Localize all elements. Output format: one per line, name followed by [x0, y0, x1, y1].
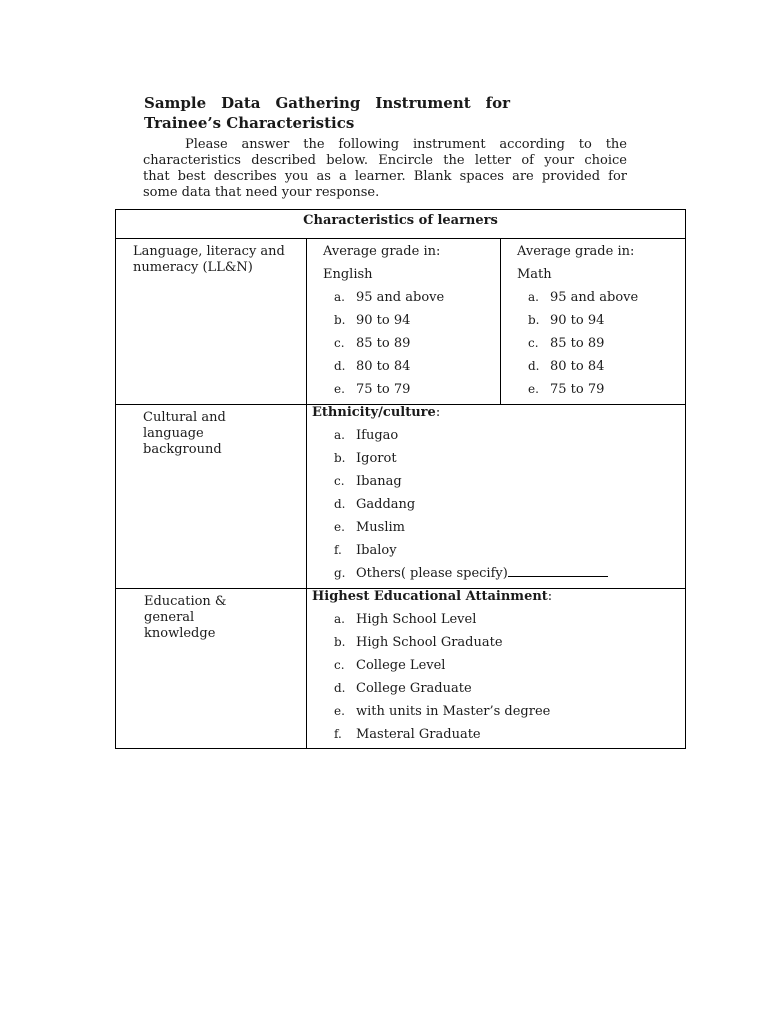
option-letter: a.	[528, 290, 539, 304]
instructions-paragraph	[143, 137, 627, 201]
row3-label	[144, 594, 304, 642]
math-subject: Math	[517, 267, 552, 282]
option-letter: d.	[528, 359, 540, 373]
option-text: Others( please specify)	[356, 566, 508, 581]
option-letter: b.	[334, 313, 346, 327]
option-text: Muslim	[356, 520, 405, 535]
option-letter: b.	[334, 451, 346, 465]
ethnicity-heading	[312, 405, 440, 421]
table-header: Characteristics of learners	[303, 213, 498, 228]
option-text: Masteral Graduate	[356, 727, 481, 742]
row3-label-line-2: general	[144, 610, 195, 625]
row1-label-line-1: Language, literacy and	[133, 244, 285, 259]
row1-label	[133, 244, 305, 276]
option-text: Igorot	[356, 451, 397, 466]
option-text: College Level	[356, 658, 446, 673]
option-letter: c.	[528, 336, 539, 350]
option-letter: d.	[334, 681, 346, 695]
option-text: 95 and above	[356, 290, 445, 305]
option-letter: f.	[334, 727, 342, 741]
specify-blank-field[interactable]	[508, 562, 608, 577]
grade-column-divider	[500, 238, 501, 404]
instructions-line-4: some data that need your response.	[143, 185, 380, 200]
characteristics-table	[115, 209, 686, 749]
row2-label-line-1: Cultural and	[143, 410, 226, 425]
ethnicity-heading-colon: :	[435, 405, 441, 420]
option-text: Gaddang	[356, 497, 416, 512]
row2-label-line-3: background	[143, 442, 222, 457]
instructions-line-3: that best describes you as a learner. Blank spaces are provided for	[143, 169, 627, 184]
option-text: 80 to 84	[550, 359, 605, 374]
education-heading-colon: :	[547, 589, 553, 604]
option-letter: c.	[334, 658, 345, 672]
option-letter: e.	[334, 382, 345, 396]
option-letter: e.	[528, 382, 539, 396]
instructions-line-1: Please answer the following instrument according to the	[185, 137, 627, 152]
option-letter: d.	[334, 359, 346, 373]
english-heading: Average grade in:	[323, 244, 441, 259]
option-text: 75 to 79	[550, 382, 605, 397]
option-text: High School Graduate	[356, 635, 503, 650]
option-letter: a.	[334, 428, 345, 442]
option-letter: c.	[334, 336, 345, 350]
option-letter: b.	[334, 635, 346, 649]
option-letter: d.	[334, 497, 346, 511]
row3-label-line-3: knowledge	[144, 626, 216, 641]
education-heading	[312, 589, 552, 605]
option-letter: e.	[334, 520, 345, 534]
education-heading-text: Highest Educational Attainment	[312, 589, 548, 604]
option-text: Ifugao	[356, 428, 399, 443]
option-letter: a.	[334, 612, 345, 626]
option-text: 85 to 89	[356, 336, 411, 351]
option-text: 75 to 79	[356, 382, 411, 397]
title-line-1: Sample Data Gathering Instrument for	[144, 94, 510, 112]
header-divider	[116, 238, 685, 239]
option-letter: a.	[334, 290, 345, 304]
document-title	[144, 93, 510, 133]
option-text: Ibaloy	[356, 543, 397, 558]
row1-label-line-2: numeracy (LL&N)	[133, 260, 253, 275]
option-letter: e.	[334, 704, 345, 718]
option-letter: c.	[334, 474, 345, 488]
title-line-2: Trainee’s Characteristics	[144, 114, 355, 132]
row2-label	[143, 410, 303, 458]
english-subject: English	[323, 267, 373, 282]
option-text: 90 to 94	[550, 313, 605, 328]
option-text: College Graduate	[356, 681, 472, 696]
math-heading: Average grade in:	[517, 244, 635, 259]
option-letter: f.	[334, 543, 342, 557]
row3-label-line-1: Education &	[144, 594, 227, 609]
instructions-line-2: characteristics described below. Encircle the letter of your choice	[143, 153, 627, 168]
option-text: 90 to 94	[356, 313, 411, 328]
option-letter: b.	[528, 313, 540, 327]
option-text: 80 to 84	[356, 359, 411, 374]
option-letter: g.	[334, 566, 346, 580]
option-text: Ibanag	[356, 474, 402, 489]
option-text: 85 to 89	[550, 336, 605, 351]
row2-label-line-2: language	[143, 426, 204, 441]
option-text: 95 and above	[550, 290, 639, 305]
option-text: with units in Master’s degree	[356, 704, 551, 719]
label-column-divider	[306, 238, 307, 749]
ethnicity-heading-text: Ethnicity/culture	[312, 405, 436, 420]
option-text: High School Level	[356, 612, 477, 627]
